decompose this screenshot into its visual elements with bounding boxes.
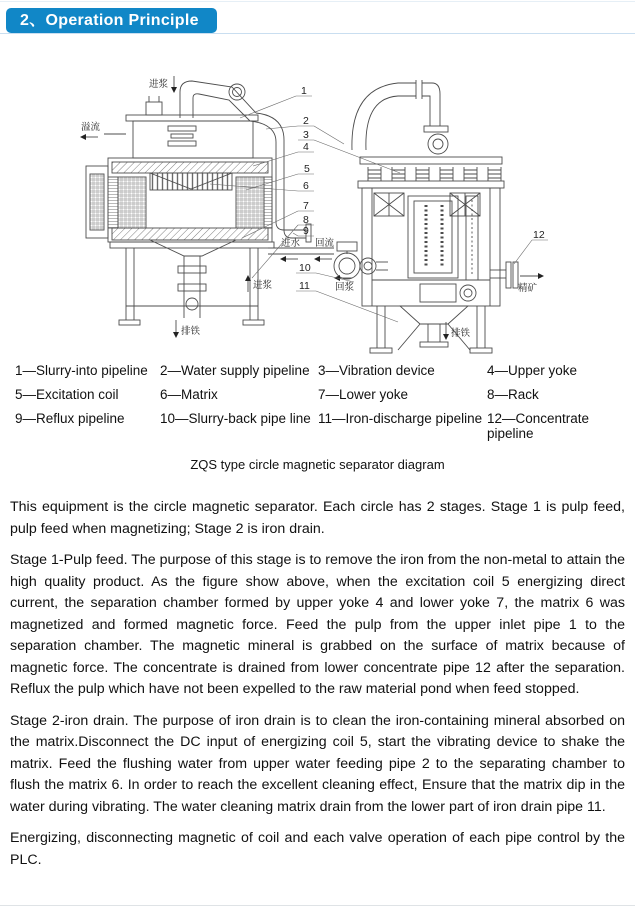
callout-7: 7 [303, 200, 309, 212]
callout-12: 12 [533, 229, 545, 241]
callout-11: 11 [299, 280, 310, 292]
callout-4: 4 [303, 141, 309, 153]
section-header [6, 8, 217, 33]
callout-6: 6 [303, 180, 309, 192]
reflux-label: 回流 [314, 238, 334, 249]
legend-item-8: 8—Rack [487, 387, 539, 402]
legend-item-3: 3—Vibration device [318, 363, 435, 378]
concentrate-label: 精矿 [518, 283, 538, 294]
diagram-legend [15, 363, 627, 441]
section-title: 2、Operation Principle [20, 12, 199, 29]
callout-2: 2 [303, 115, 309, 127]
iron-discharge-left-label: 排铁 [181, 326, 201, 337]
bottom-divider [0, 905, 635, 906]
top-divider [0, 1, 635, 2]
callout-10: 10 [299, 262, 311, 274]
slurry-in-top-label: 进浆 [148, 79, 168, 90]
legend-item-9: 9—Reflux pipeline [15, 411, 125, 426]
callout-3: 3 [303, 129, 309, 141]
paragraph-stage1: Stage 1-Pulp feed. The purpose of this stage is to remove the iron from the non-metal to attain the high quality product. As the figure show above, when the excitation coil 5 energizing direct current, the separation chamber formed by upper yoke 4 and lower yoke 7, the matrix 6 was magnetized and formed magnetic force. Feed the pulp from the upper inlet pipe 1 to the separation chamber. The magnetic mineral is grabbed on the surface of matrix because of magnetic force. The concentrate is drained from lower concentrate pipe 12 after the separation. Reflux the pulp which have not been expelled to the raw material pond when feed stopped. [10, 552, 625, 697]
slurry-in-side-label: 进浆 [253, 280, 273, 291]
water-in-label: 进水 [280, 238, 300, 249]
iron-discharge-right-label: 排铁 [451, 328, 471, 339]
separator-diagram [0, 70, 635, 360]
legend-item-12: 12—Concentrate pipeline [487, 411, 590, 441]
slurry-back-label: 回浆 [334, 282, 354, 293]
legend-item-7: 7—Lower yoke [318, 387, 409, 402]
paragraph-intro: This equipment is the circle magnetic separator. Each circle has 2 stages. Stage 1 is pulp feed, pulp feed when magnetizing; Stage 2 is iron drain. [10, 499, 625, 537]
callout-5: 5 [304, 163, 310, 175]
legend-item-5: 5—Excitation coil [15, 387, 119, 402]
paragraph-stage2: Stage 2-iron drain. The purpose of iron drain is to clean the iron-containing mineral absorbed on the matrix.Disconnect the DC input of energizing coil 5, start the vibrating device to shake the matrix. Feed the flushing water from upper water feeding pipe 2 to the separating chamber to flush the matrix 6. In order to reach the excellent cleaning effect, Ensure that the matrix dip in the water during vibrating. The water cleaning matrix drain from the lower part of iron drain pipe 11. [10, 712, 625, 815]
legend-item-1: 1—Slurry-into pipeline [15, 363, 148, 378]
legend-item-10: 10—Slurry-back pipe line [160, 411, 311, 426]
callout-8: 8 [303, 214, 309, 226]
paragraph-plc: Energizing, disconnecting magnetic of coil and each valve operation of each pipe control by the PLC. [10, 830, 625, 868]
callout-1: 1 [301, 85, 307, 97]
legend-item-2: 2—Water supply pipeline [160, 363, 310, 378]
diagram-cn-labels [80, 76, 544, 340]
callout-9: 9 [303, 225, 309, 237]
header-divider [0, 33, 635, 34]
body-text [10, 497, 625, 881]
diagram-caption: ZQS type circle magnetic separator diagram [190, 457, 445, 472]
legend-item-4: 4—Upper yoke [487, 363, 578, 378]
overflow-label: 溢流 [80, 122, 100, 133]
legend-item-11: 11—Iron-discharge pipeline [318, 411, 483, 426]
right-machine-drawing [352, 80, 518, 353]
legend-item-6: 6—Matrix [160, 387, 218, 402]
